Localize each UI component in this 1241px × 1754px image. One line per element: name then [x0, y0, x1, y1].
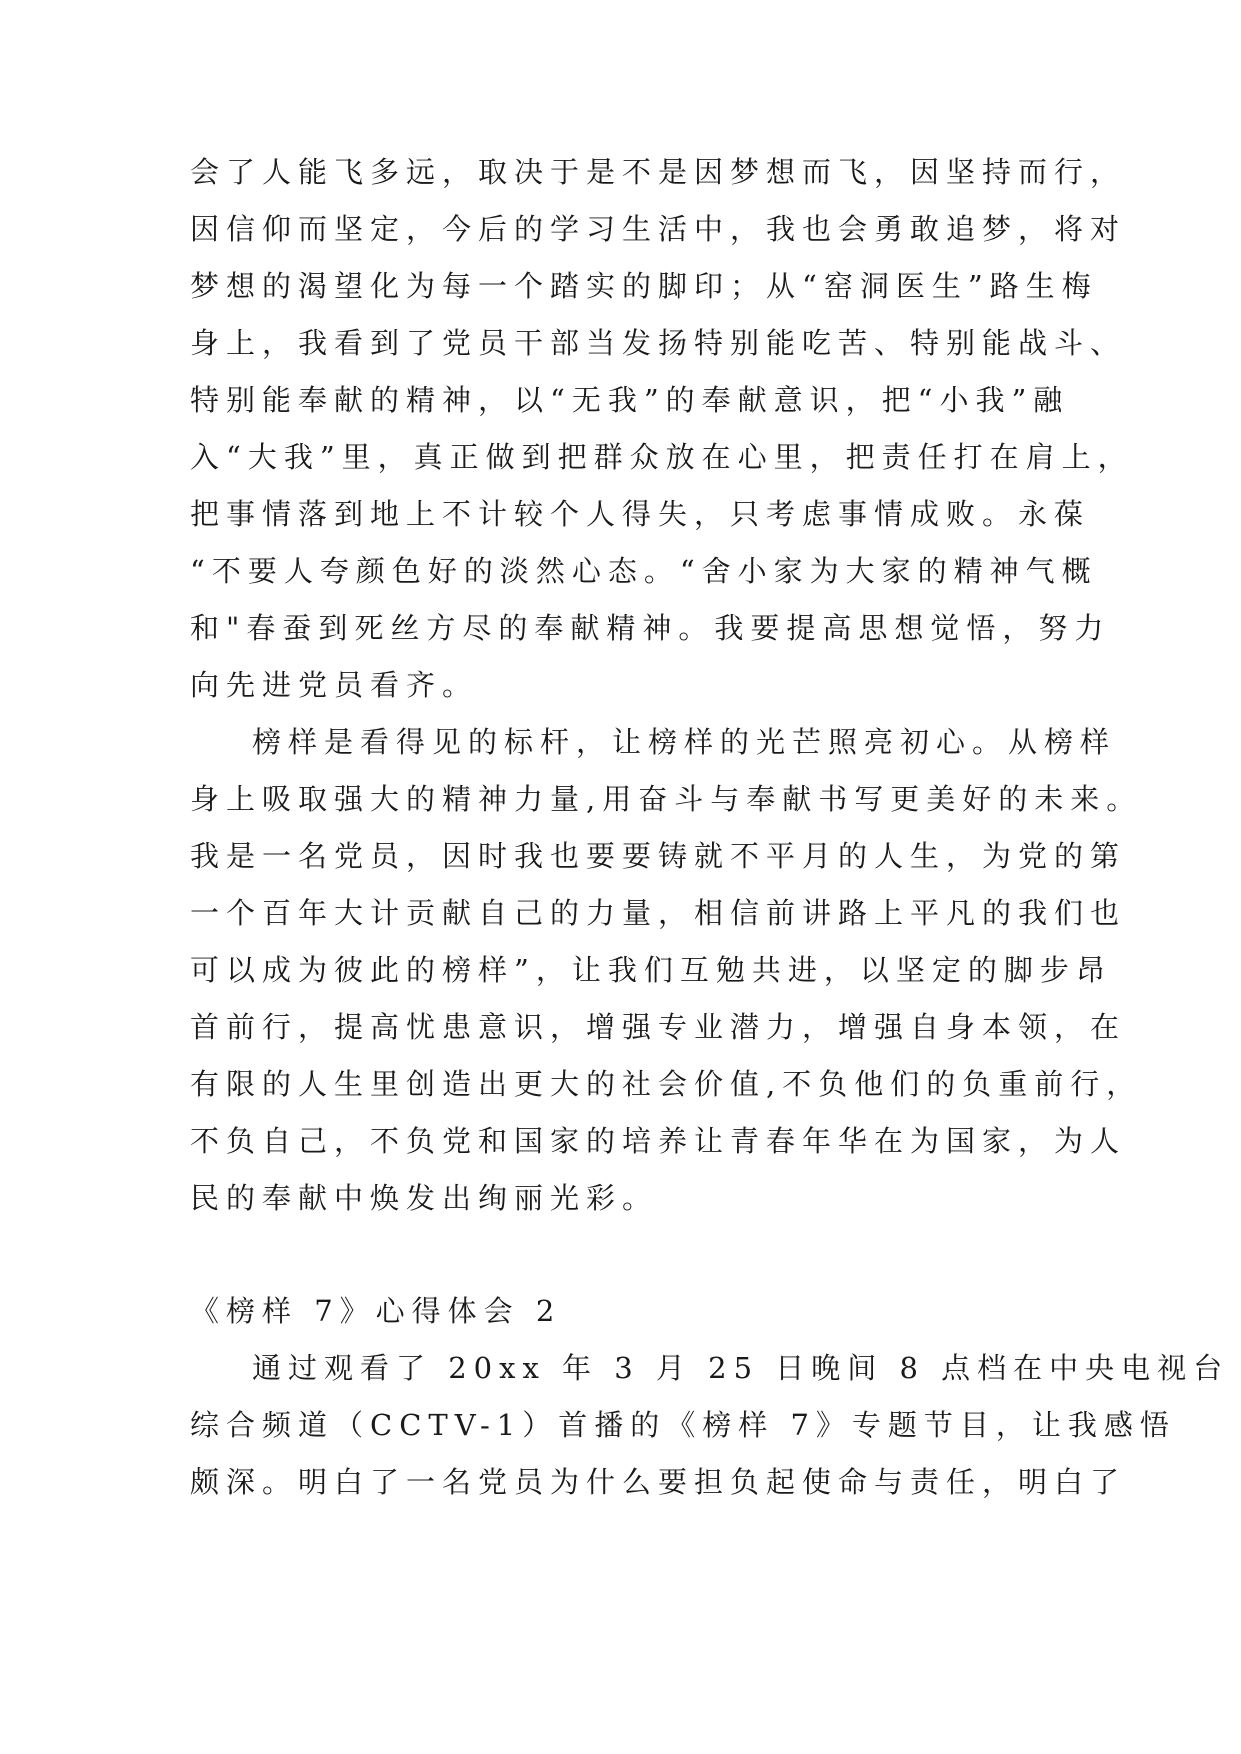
paragraph-line: 综合频道（CCTV-1）首播的《榜样 7》专题节目，让我感悟 [190, 1408, 1176, 1442]
paragraph-line: 榜样是看得见的标杆，让榜样的光芒照亮初心。从榜样 [252, 725, 1117, 759]
paragraph-line: 会了人能飞多远，取决于是不是因梦想而飞，因坚持而行， [190, 155, 1127, 189]
paragraph-line: 特别能奉献的精神，以“无我”的奉献意识，把“小我”融 [190, 383, 1070, 417]
paragraph-line: 首前行，提高忧患意识，增强专业潜力，增强自身本领，在 [190, 1010, 1127, 1044]
paragraph-line: “不要人夸颜色好的淡然心态。“舍小家为大家的精神气概 [190, 554, 1098, 588]
paragraph-line: 一个百年大计贡献自己的力量，相信前讲路上平凡的我们也 [190, 896, 1127, 930]
paragraph-line: 颇深。明白了一名党员为什么要担负起使命与责任，明白了 [190, 1465, 1127, 1499]
paragraph-line: 我是一名党员，因时我也要要铸就不平月的人生，为党的第 [190, 839, 1127, 873]
paragraph-line: 可以成为彼此的榜样”，让我们互勉共进，以坚定的脚步昂 [190, 953, 1112, 987]
paragraph-line: 向先进党员看齐。 [190, 668, 479, 702]
paragraph-line: 身上吸取强大的精神力量,用奋斗与奉献书写更美好的未来。 [190, 782, 1143, 816]
paragraph-line: 有限的人生里创造出更大的社会价值,不负他们的负重前行， [190, 1067, 1143, 1101]
paragraph-line: 民的奉献中焕发出绚丽光彩。 [190, 1181, 659, 1215]
paragraph-line: 和"春蚕到死丝方尽的奉献精神。我要提高思想觉悟，努力 [190, 611, 1111, 645]
paragraph-line: 身上，我看到了党员干部当发扬特别能吃苦、特别能战斗、 [190, 326, 1127, 360]
section-heading: 《榜样 7》心得体会 2 [190, 1294, 562, 1328]
paragraph-line: 把事情落到地上不计较个人得失，只考虑事情成败。永葆 [190, 497, 1091, 531]
paragraph-line: 通过观看了 20xx 年 3 月 25 日晚间 8 点档在中央电视台 [252, 1351, 1230, 1385]
paragraph-line: 因信仰而坚定，今后的学习生活中，我也会勇敢追梦，将对 [190, 212, 1127, 246]
paragraph-line: 不负自己，不负党和国家的培养让青春年华在为国家，为人 [190, 1124, 1127, 1158]
paragraph-line: 入“大我”里，真正做到把群众放在心里，把责任打在肩上， [190, 440, 1134, 474]
paragraph-line: 梦想的渴望化为每一个踏实的脚印；从“窑洞医生”路生梅 [190, 269, 1098, 303]
